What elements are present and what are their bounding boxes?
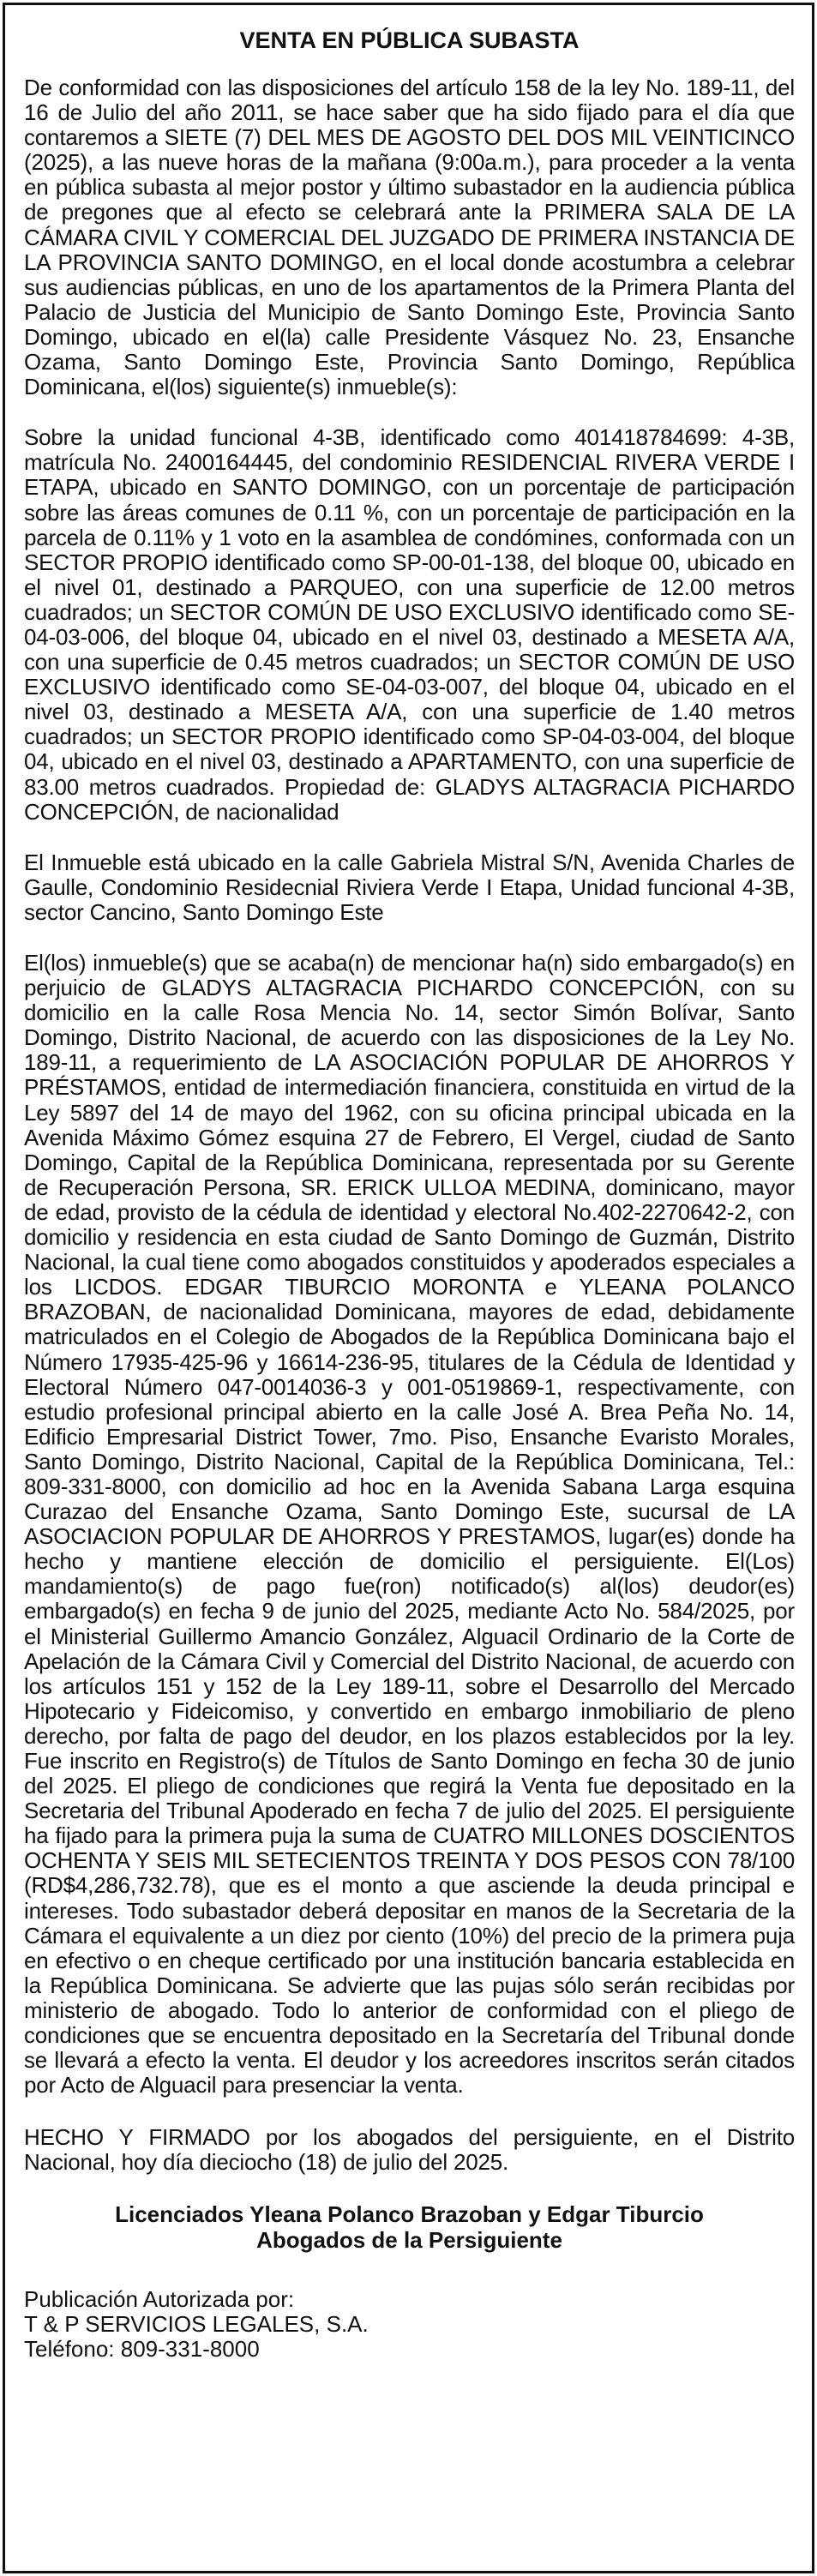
paragraph-auction-announcement: De conformidad con las disposiciones del artículo 158 de la ley No. 189-11, del 16 de Julio del año 2011, se hace saber que ha sido fijado para el día que contaremos a SIETE (7) DEL MES DE AGOSTO DEL DOS MIL VEINTICINCO (2025), a las nueve horas de la mañana (9:00a.m.), para proceder a la venta en pública subasta al mejor postor y último subastador en la audiencia pública de pregones que al efecto se celebrará ante la PRIMERA SALA DE LA CÁMARA CIVIL Y COMERCIAL DEL JUZGADO DE PRIMERA INSTANCIA DE LA PROVINCIA SANTO DOMINGO, en el local donde acostumbra a celebrar sus audiencias públicas, en uno de los apartamentos de la Primera Planta del Palacio de Justicia del Municipio de Santo Domingo Este, Provincia Santo Domingo, ubicado en el(la) calle Presidente Vásquez No. 23, Ensanche Ozama, Santo Domingo Este, Provincia Santo Domingo, República Dominicana, el(los) siguiente(s) inmueble(s): [24,75,795,400]
paragraph-signed-statement: HECHO Y FIRMADO por los abogados del persiguiente, en el Distrito Nacional, hoy día dieciocho (18) de julio del 2025. [24,2124,795,2176]
footer-phone: Teléfono: 809-331-8000 [24,2335,260,2362]
signature-lawyers: Licenciados Yleana Polanco Brazoban y Edgar Tiburcio [115,2201,704,2227]
signature-block [24,2201,795,2253]
paragraph-property-location: El Inmueble está ubicado en la calle Gabriela Mistral S/N, Avenida Charles de Gaulle, Condominio Residecnial Riviera Verde I Etapa, Unidad funcional 4-3B, sector Cancino, Santo Domingo Este [24,849,795,925]
signature-role: Abogados de la Persiguiente [256,2226,562,2253]
footer-company: T & P SERVICIOS LEGALES, S.A. [24,2310,369,2337]
paragraph-property-description: Sobre la unidad funcional 4-3B, identificado como 401418784699: 4-3B, matrícula No. 2400164445, del condominio RESIDENCIAL RIVERA VERDE I ETAPA, ubicado en SANTO DOMINGO, con un porcentaje de participación sobre las áreas comunes de 0.11 %, con un porcentaje de participación en la parcela de 0.11% y 1 voto en la asamblea de condómines, conformada con un SECTOR PROPIO identificado como SP-00-01-138, del bloque 00, ubicado en el nivel 01, destinado a PARQUEO, con una superficie de 12.00 metros cuadrados; un SECTOR COMÚN DE USO EXCLUSIVO identificado como SE-04-03-006, del bloque 04, ubicado en el nivel 03, destinado a MESETA A/A, con una superficie de 0.45 metros cuadrados; un SECTOR COMÚN DE USO EXCLUSIVO identificado como SE-04-03-007, del bloque 04, ubicado en el nivel 03, destinado a MESETA A/A, con una superficie de 1.40 metros cuadrados; un SECTOR PROPIO identificado como SP-04-03-004, del bloque 04, ubicado en el nivel 03, destinado a APARTAMENTO, con una superficie de 83.00 metros cuadrados. Propiedad de: GLADYS ALTAGRACIA PICHARDO CONCEPCIÓN, de nacionalidad [24,424,795,825]
paragraph-seizure-details: El(los) inmueble(s) que se acaba(n) de mencionar ha(n) sido embargado(s) en perjuicio de GLADYS ALTAGRACIA PICHARDO CONCEPCIÓN, con su domicilio en la calle Rosa Mencia No. 14, sector Simón Bolívar, Santo Domingo, Distrito Nacional, de acuerdo con las disposiciones de la Ley No. 189-11, a requerimiento de LA ASOCIACIÓN POPULAR DE AHORROS Y PRÉSTAMOS, entidad de intermediación financiera, constituida en virtud de la Ley 5897 del 14 de mayo del 1962, con su oficina principal ubicada en la Avenida Máximo Gómez esquina 27 de Febrero, El Vergel, ciudad de Santo Domingo, Capital de la República Dominicana, representada por su Gerente de Recuperación Persona, SR. ERICK ULLOA MEDINA, dominicano, mayor de edad, provisto de la cédula de identidad y electoral No.402-2270642-2, con domicilio y residencia en esta ciudad de Santo Domingo de Guzmán, Distrito Nacional, la cual tiene como abogados constituidos y apoderados especiales a los LICDOS. EDGAR TIBURCIO MORONTA e YLEANA POLANCO BRAZOBAN, de nacionalidad Dominicana, mayores de edad, debidamente matriculados en el Colegio de Abogados de la República Dominicana bajo el Número 17935-425-96 y 16614-236-95, titulares de la Cédula de Identidad y Electoral Número 047-0014036-3 y 001-0519869-1, respectivamente, con estudio profesional principal abierto en la calle José A. Brea Peña No. 14, Edificio Empresarial District Tower, 7mo. Piso, Ensanche Evaristo Morales, Santo Domingo, Distrito Nacional, Capital de la República Dominicana, Tel.: 809-331-8000, con domicilio ad hoc en la Avenida Sabana Larga esquina Curazao del Ensanche Ozama, Santo Domingo Este, sucursal de LA ASOCIACION POPULAR DE AHORROS Y PRESTAMOS, lugar(es) donde ha hecho y mantiene elección de domicilio el persiguiente. El(Los) mandamiento(s) de pago fue(ron) notificado(s) al(los) deudor(es) embargado(s) en fecha 9 de junio del 2025, mediante Acto No. 584/2025, por el Ministerial Guillermo Amancio González, Alguacil Ordinario de la Corte de Apelación de la Cámara Civil y Comercial del Distrito Nacional, de acuerdo con los artículos 151 y 152 de la Ley 189-11, sobre el Desarrollo del Mercado Hipotecario y Fideicomiso, y convertido en embargo inmobiliario de pleno derecho, por falta de pago del deudor, en los plazos establecidos por la ley. Fue inscrito en Registro(s) de Títulos de Santo Domingo en fecha 30 de junio del 2025. El pliego de condiciones que regirá la Venta fue depositado en la Secretaria del Tribunal Apoderado en fecha 7 de julio del 2025. El persiguiente ha fijado para la primera puja la suma de CUATRO MILLONES DOSCIENTOS OCHENTA Y SEIS MIL SETECIENTOS TREINTA Y DOS PESOS CON 78/100 (RD$4,286,732.78), que es el monto a que asciende la deuda principal e intereses. Todo subastador deberá depositar en manos de la Secretaria de la Cámara el equivalente a un diez por ciento (10%) del precio de la primera puja en efectivo o en cheque certificado por una institución bancaria establecida en la República Dominicana. Se advierte que las pujas sólo serán recibidas por ministerio de abogado. Todo lo anterior de conformidad con el pliego de condiciones que se encuentra depositado en la Secretaría del Tribunal donde se llevará a efecto la venta. El deudor y los acreedores inscritos serán citados por Acto de Alguacil para presenciar la venta. [24,950,795,2099]
publication-footer [24,2287,795,2362]
footer-authorized-by: Publicación Autorizada por: [24,2285,295,2312]
notice-content [24,26,795,2362]
notice-title: VENTA EN PÚBLICA SUBASTA [239,27,580,53]
